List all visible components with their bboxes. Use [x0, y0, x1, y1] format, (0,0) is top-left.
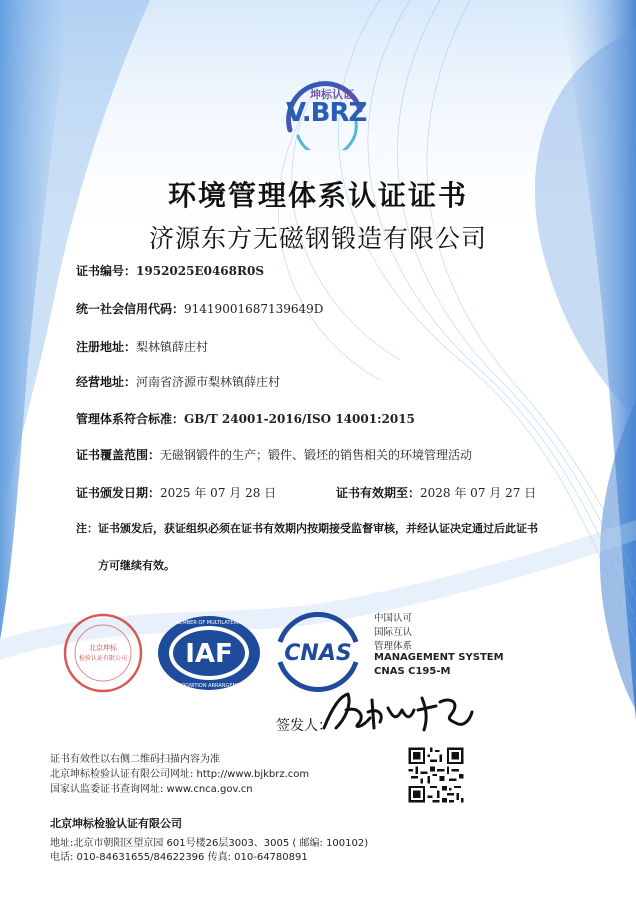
- credit-code-row: [76, 300, 323, 317]
- issue-date-row: [76, 484, 276, 501]
- cnas-line-2: 国际互认: [374, 627, 413, 638]
- credit-code-label: 统一社会信用代码：: [76, 302, 185, 316]
- issue-date-label: 证书颁发日期：: [76, 486, 161, 500]
- footer-phone: 电话: 010-84631655/84622396 传真: 010-64780891: [50, 852, 308, 863]
- scope-row: [76, 446, 472, 463]
- brand-name: 坤标认证: [310, 88, 354, 101]
- op-address-row: [76, 373, 280, 390]
- scope-label: 证书覆盖范围：: [76, 448, 161, 462]
- reg-address-value: 梨林镇薛庄村: [136, 340, 209, 354]
- standard-value: GB/T 24001-2016/ISO 14001:2015: [184, 412, 415, 426]
- issue-date-value: 2025 年 07 月 28 日: [160, 486, 277, 500]
- op-address-value: 河南省济源市梨林镇薛庄村: [136, 375, 281, 389]
- company-name: 济源东方无磁钢锻造有限公司: [148, 224, 487, 253]
- signer-label: 签发人：: [276, 718, 332, 734]
- valid-until-value: 2028 年 07 月 27 日: [420, 486, 537, 500]
- iaf-logo-icon: [156, 614, 262, 692]
- reg-address-label: 注册地址：: [76, 340, 137, 354]
- cnas-line-1: 中国认可: [374, 613, 413, 624]
- cnas-logo-text: CNAS: [284, 641, 352, 666]
- company-seal-icon: [62, 612, 144, 694]
- cnas-line-5: CNAS C195-M: [374, 666, 451, 677]
- cnas-line-4: MANAGEMENT SYSTEM: [374, 652, 504, 663]
- reg-address-row: [76, 338, 208, 355]
- footer-line-2: 北京坤标检验认证有限公司网址: http://www.bjkbrz.com: [50, 769, 310, 780]
- valid-until-label: 证书有效期至：: [336, 486, 421, 500]
- cert-number-label: 证书编号：: [76, 264, 137, 278]
- standard-label: 管理体系符合标准：: [76, 412, 185, 426]
- standard-row: [76, 410, 415, 427]
- cnas-line-3: 管理体系: [374, 641, 413, 652]
- footer-line-3: 国家认监委证书查询网址: www.cnca.gov.cn: [50, 784, 253, 795]
- iaf-text: IAF: [185, 639, 233, 669]
- svg-text:MEMBER OF MULTILATERAL: MEMBER OF MULTILATERAL: [174, 620, 244, 626]
- svg-text:检验认证有限公司: 检验认证有限公司: [78, 655, 128, 662]
- footer-company: 北京坤标检验认证有限公司: [50, 817, 182, 830]
- credit-code-value: 91419001687139649D: [184, 302, 324, 316]
- op-address-label: 经营地址：: [76, 375, 137, 389]
- svg-text:RECOGNITION ARRANGEMENT: RECOGNITION ARRANGEMENT: [171, 683, 247, 689]
- cert-number-value: 1952025E0468R0S: [136, 264, 264, 278]
- qr-code-icon[interactable]: [406, 744, 466, 806]
- scope-value: 无磁钢锻件的生产；锻件、锻坯的销售相关的环境管理活动: [160, 448, 473, 462]
- cnas-logo-icon: [270, 612, 366, 692]
- note-line-2: 方可继续有效。: [98, 559, 175, 572]
- svg-text:北京坤标: 北京坤标: [89, 644, 117, 652]
- brand-logo-letters: V.BRZ: [286, 98, 367, 128]
- signature-icon: [318, 688, 478, 736]
- footer-line-1: 证书有效性以右侧二维码扫描内容为准: [50, 754, 220, 765]
- certificate-title: 环境管理体系认证证书: [167, 179, 468, 212]
- valid-until-row: [336, 484, 536, 501]
- cert-number-row: [76, 262, 264, 279]
- footer-address: 地址:北京市朝阳区望京园 601号楼26层3003、3005 ( 邮编: 100102): [50, 838, 369, 849]
- note-line-1: 注：证书颁发后，获证组织必须在证书有效期内按期接受监督审核，并经认证决定通过后此证书: [76, 522, 538, 535]
